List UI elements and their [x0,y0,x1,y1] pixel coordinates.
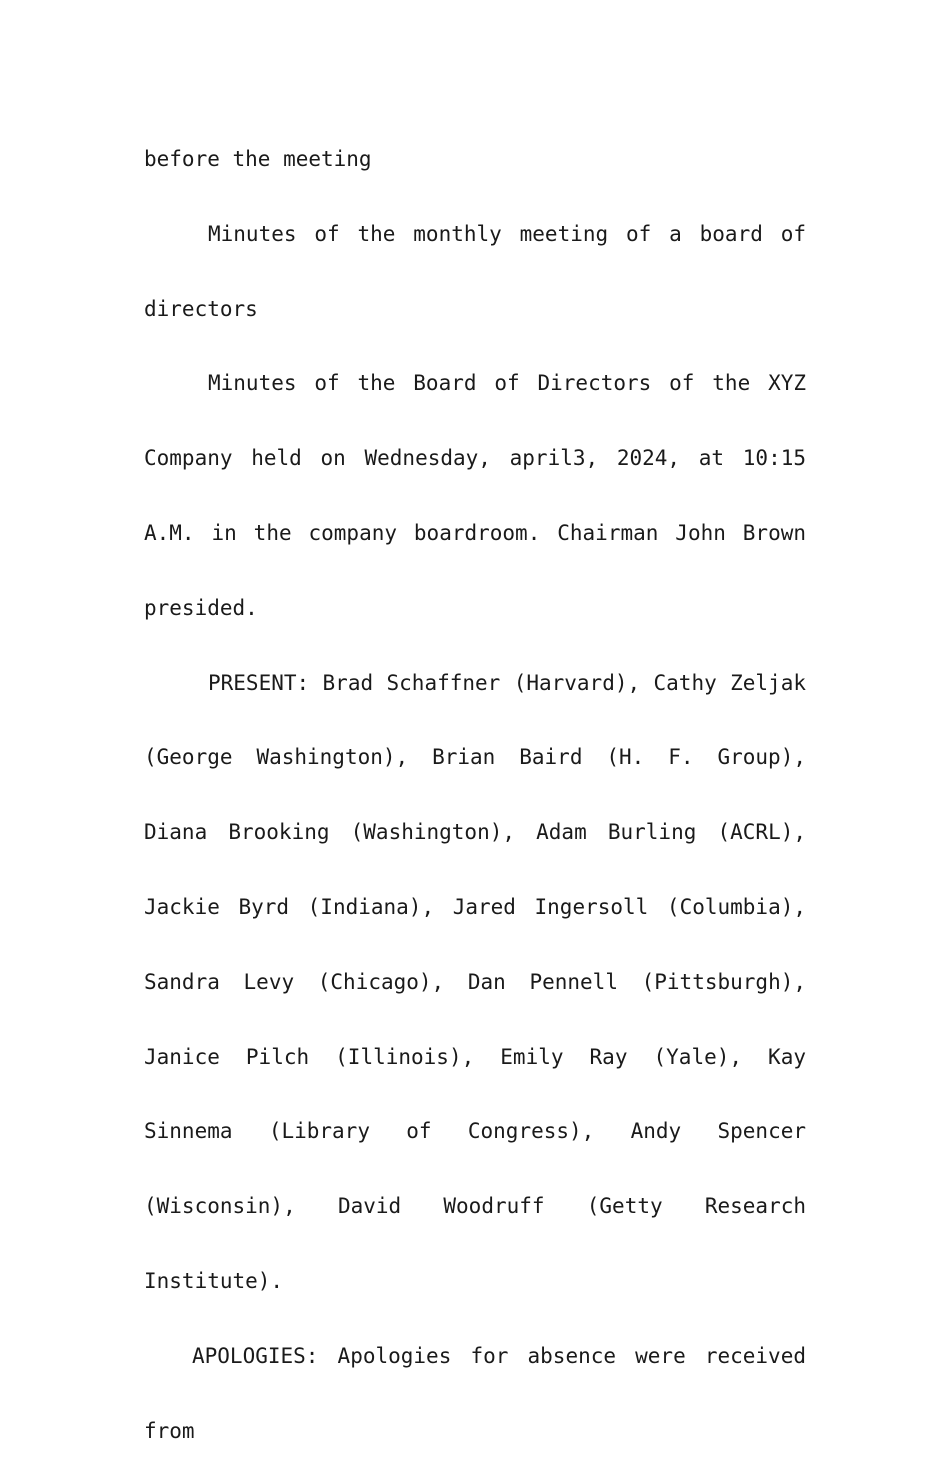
paragraph-present: PRESENT: Brad Schaffner (Harvard), Cathy Zeljak (George Washington), Brian Baird (H. F. Group), Diana Brooking (Washington), Adam Burling (ACRL), Jackie Byrd (Indiana), Jared Ingersoll (Columbia), Sandra Levy (Chicago), Dan Pennell (Pittsburgh), Janice Pilch (Illinois), Emily Ray (Yale), Kay Sinnema (Library of Congress), Andy Spencer (Wisconsin), David Woodruff (Getty Research Institute). [144,670,806,1293]
paragraph-continuation: before the meeting [144,147,372,171]
paragraph-minutes-heading: Minutes of the monthly meeting of a board of directors [144,221,806,321]
paragraph-meeting-details: Minutes of the Board of Directors of the XYZ Company held on Wednesday, april3, 2024, at 10:15 A.M. in the company boardroom. Chairman John Brown presided. [144,371,806,620]
paragraph-apologies: APOLOGIES: Apologies for absence were received from [144,1343,806,1443]
document-page [144,122,806,1468]
